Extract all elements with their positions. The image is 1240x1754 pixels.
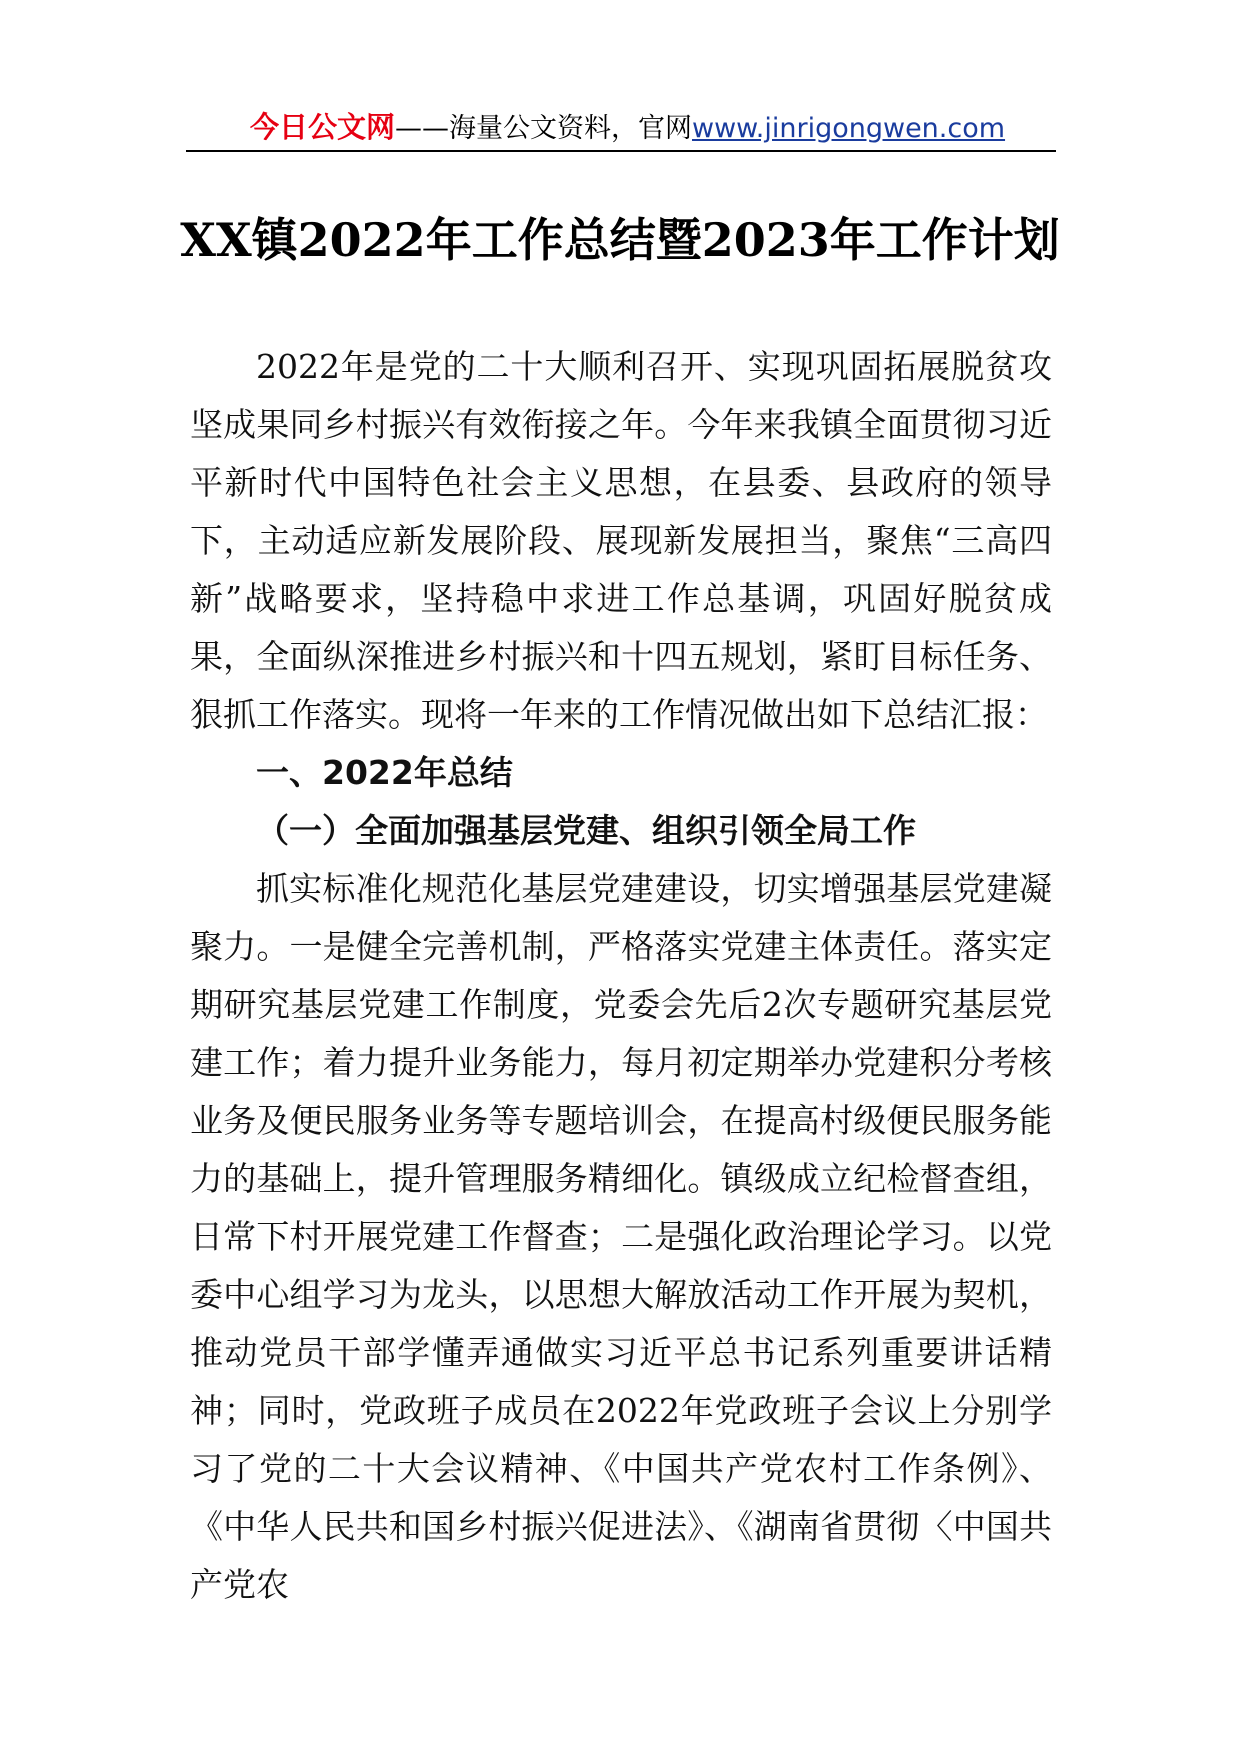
page-header: [186, 104, 1056, 152]
brand-name: 今日公文网: [250, 110, 396, 144]
site-link[interactable]: www.jinrigongwen.com: [692, 113, 1006, 144]
header-divider: [186, 150, 1056, 152]
intro-paragraph: 2022年是党的二十大顺利召开、实现巩固拓展脱贫攻坚成果同乡村振兴有效衔接之年。今年来我镇全面贯彻习近平新时代中国特色社会主义思想，在县委、县政府的领导下，主动适应新发展阶段、展现新发展担当，聚焦“三高四新”战略要求，坚持稳中求进工作总基调，巩固好脱贫成果，全面纵深推进乡村振兴和十四五规划，紧盯目标任务、狠抓工作落实。现将一年来的工作情况做出如下总结汇报：: [190, 347, 1052, 734]
section-heading-1: 一、2022年总结: [256, 753, 513, 792]
header-tagline: ——海量公文资料，官网: [395, 113, 693, 144]
document-title: XX镇2022年工作总结暨2023年工作计划: [180, 213, 1060, 267]
subsection-heading-1: （一）全面加强基层党建、组织引领全局工作: [256, 811, 916, 850]
subsection-1-paragraph: 抓实标准化规范化基层党建建设，切实增强基层党建凝聚力。一是健全完善机制，严格落实党建主体责任。落实定期研究基层党建工作制度，党委会先后2次专题研究基层党建工作；着力提升业务能力，每月初定期举办党建积分考核业务及便民服务业务等专题培训会，在提高村级便民服务能力的基础上，提升管理服务精细化。镇级成立纪检督查组，日常下村开展党建工作督查；二是强化政治理论学习。以党委中心组学习为龙头，以思想大解放活动工作开展为契机，推动党员干部学懂弄通做实习近平总书记系列重要讲话精神；同时，党政班子成员在2022年党政班子会议上分别学习了党的二十大会议精神、《中国共产党农村工作条例》、《中华人民共和国乡村振兴促进法》、《湖南省贯彻〈中国共产党农: [190, 869, 1052, 1604]
document-body: [190, 338, 1052, 1614]
header-text: [250, 104, 1005, 150]
